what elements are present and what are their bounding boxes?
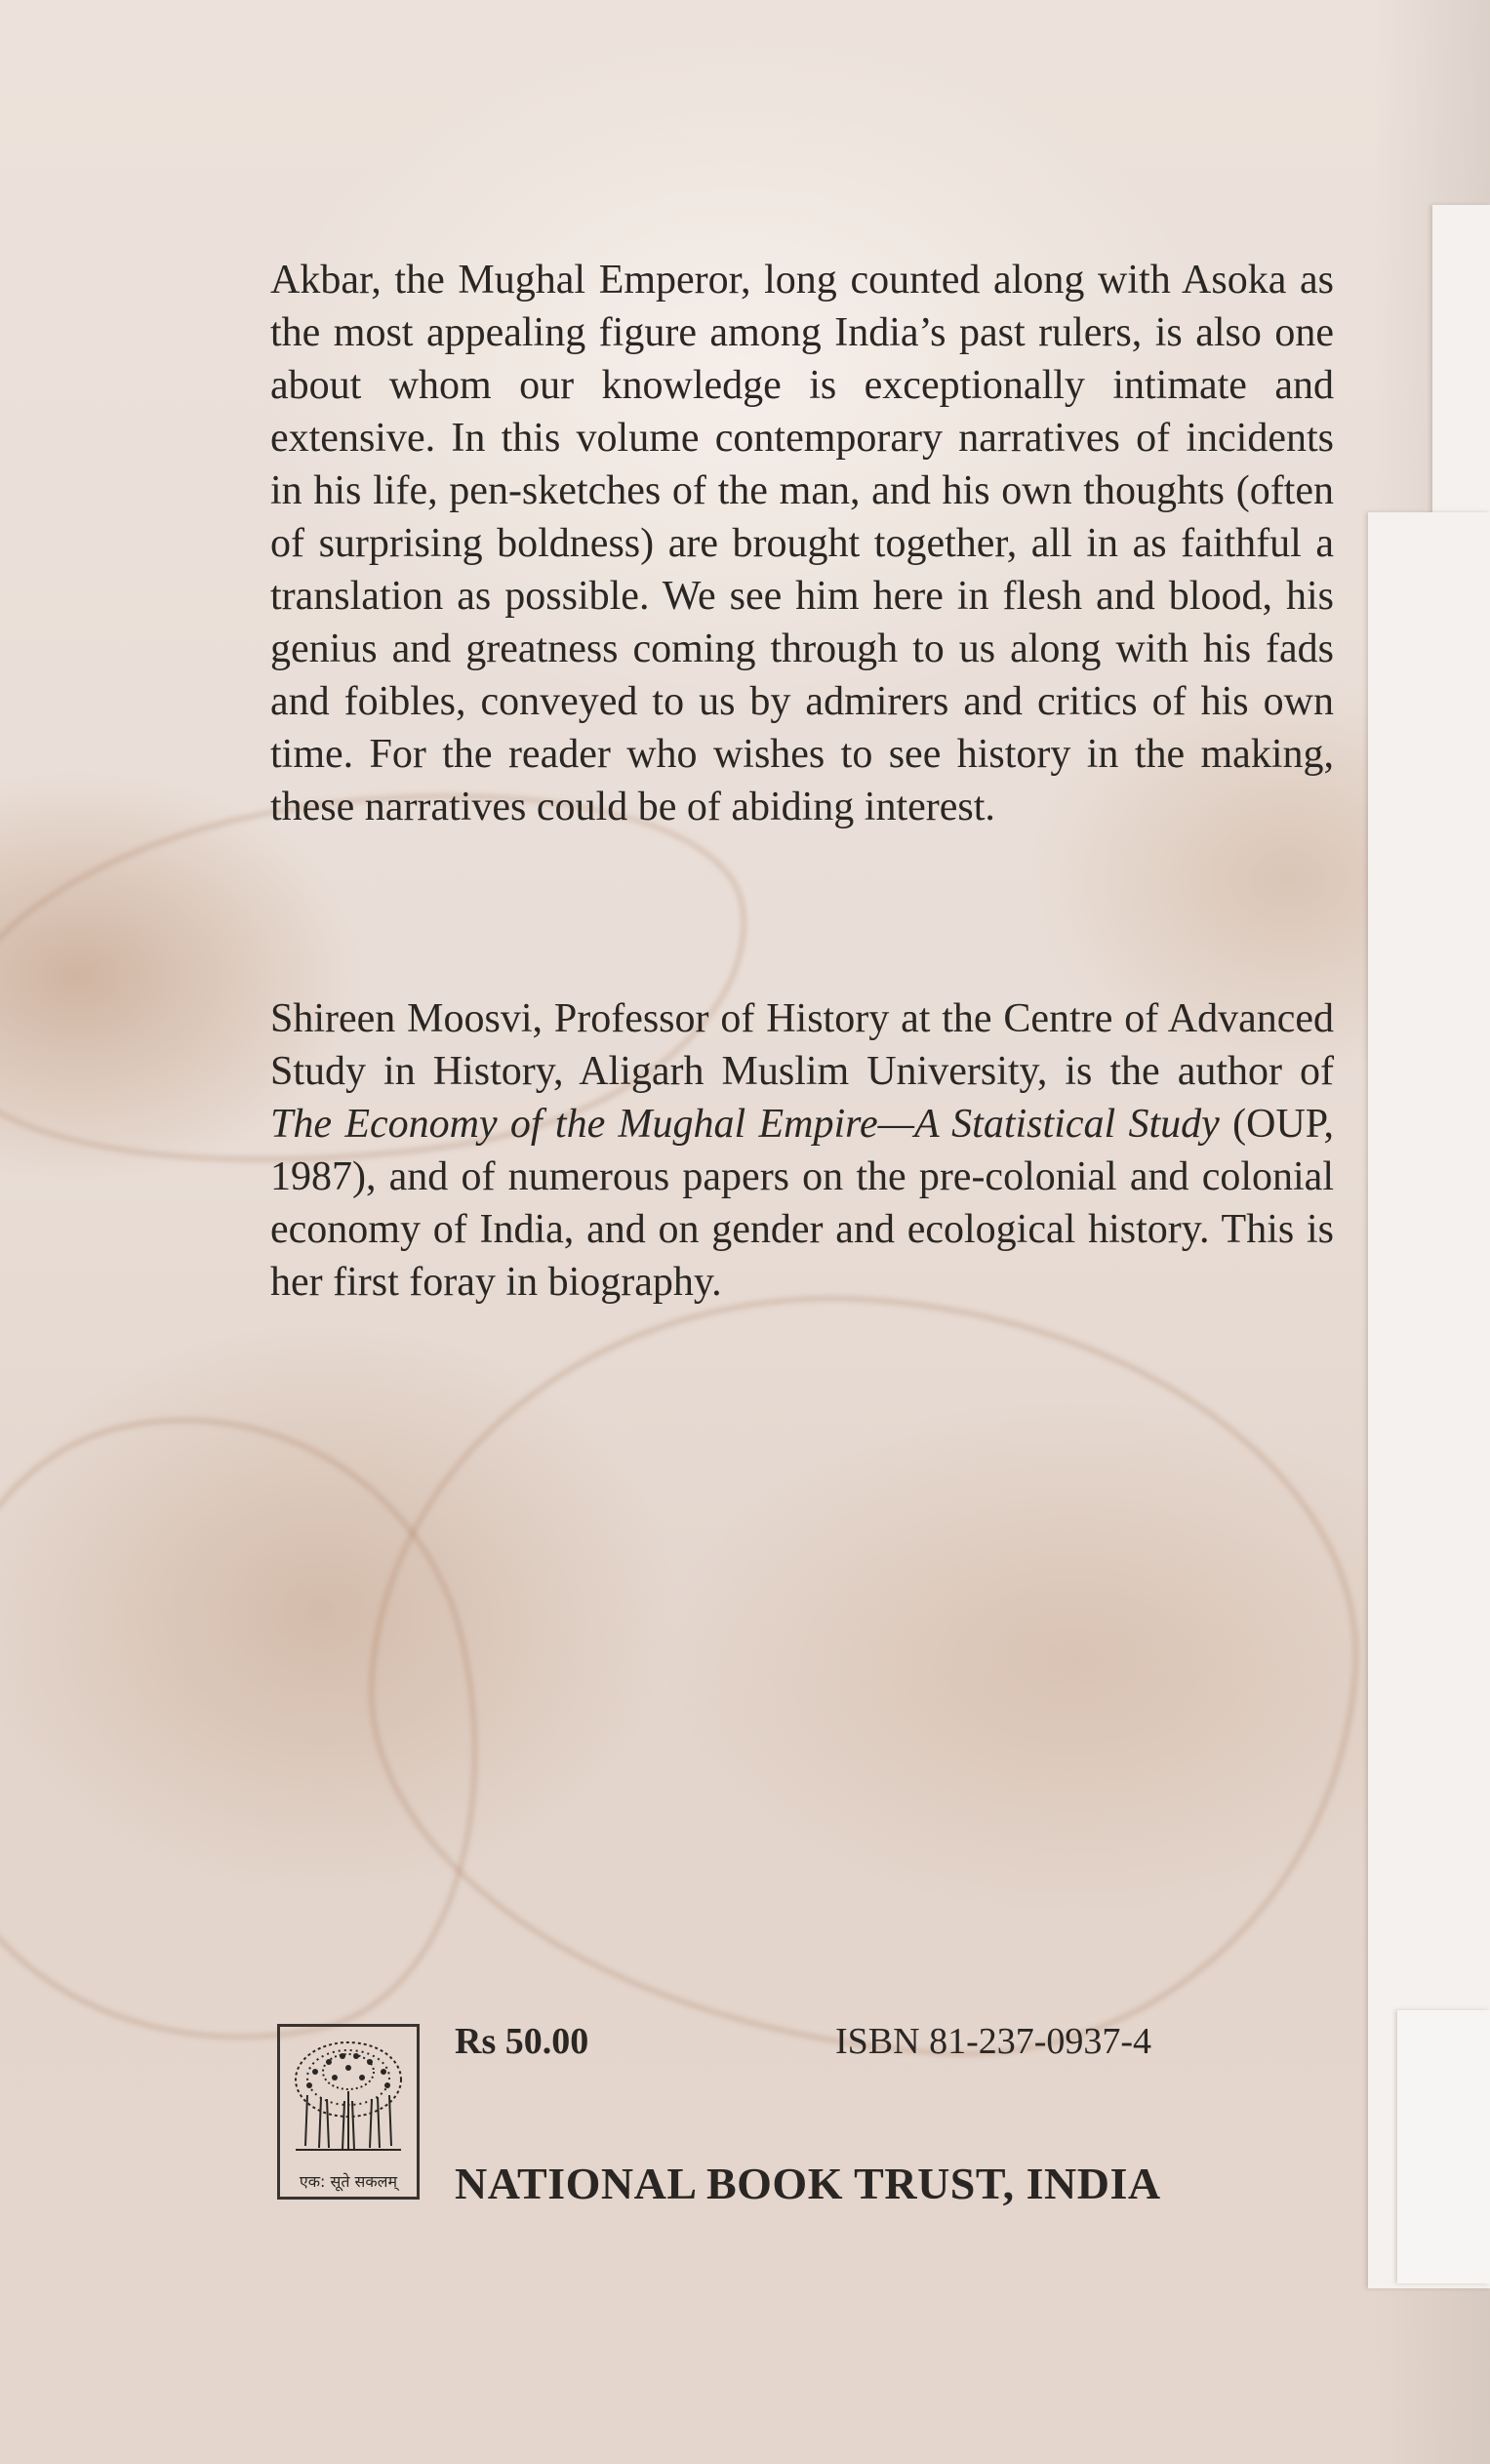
banyan-tree-icon [286, 2033, 411, 2158]
paper-strip [1397, 2010, 1490, 2283]
bio-after: (OUP, 1987), and of numerous papers on the pre-colonial and colonial economy of India, and on gender and ecological history. This is her first foray in biography. [270, 1102, 1334, 1305]
isbn: ISBN 81-237-0937-4 [835, 2021, 1152, 2062]
blurb-text: Akbar, the Mughal Emperor, long counted along with Asoka as the most appealing figure among India’s past rulers, is also one about whom our knowledge is exceptionally intimate and extensive. In this volume contemporary narratives of incidents in his life, pen-sketches of the man, and his own thoughts (often of surprising boldness) are brought together, all in as faithful a translation as possible. We see him here in flesh and blood, his genius and greatness coming through to us along with his fads and foibles, conveyed to us by admirers and critics of his own time. For the reader who wishes to see history in the making, these narratives could be of abiding interest. [270, 258, 1334, 829]
book-title: The Economy of the Mughal Empire—A Statistical Study [270, 1102, 1220, 1147]
blurb-paragraph [270, 254, 1334, 833]
logo-motto: एक: सूते सकलम् [299, 2172, 398, 2191]
water-stain [345, 1265, 1381, 2083]
publisher-name: NATIONAL BOOK TRUST, INDIA [455, 2159, 1161, 2208]
author-bio-paragraph [270, 992, 1334, 1309]
paper-strip [1432, 205, 1490, 517]
author-bio-text [270, 992, 1334, 1309]
price: Rs 50.00 [455, 2021, 589, 2062]
publisher-logo [277, 2024, 420, 2200]
bio-before: Shireen Moosvi, Professor of History at the Centre of Advanced Study in History, Aligarh Muslim University, is the author of [270, 996, 1334, 1094]
